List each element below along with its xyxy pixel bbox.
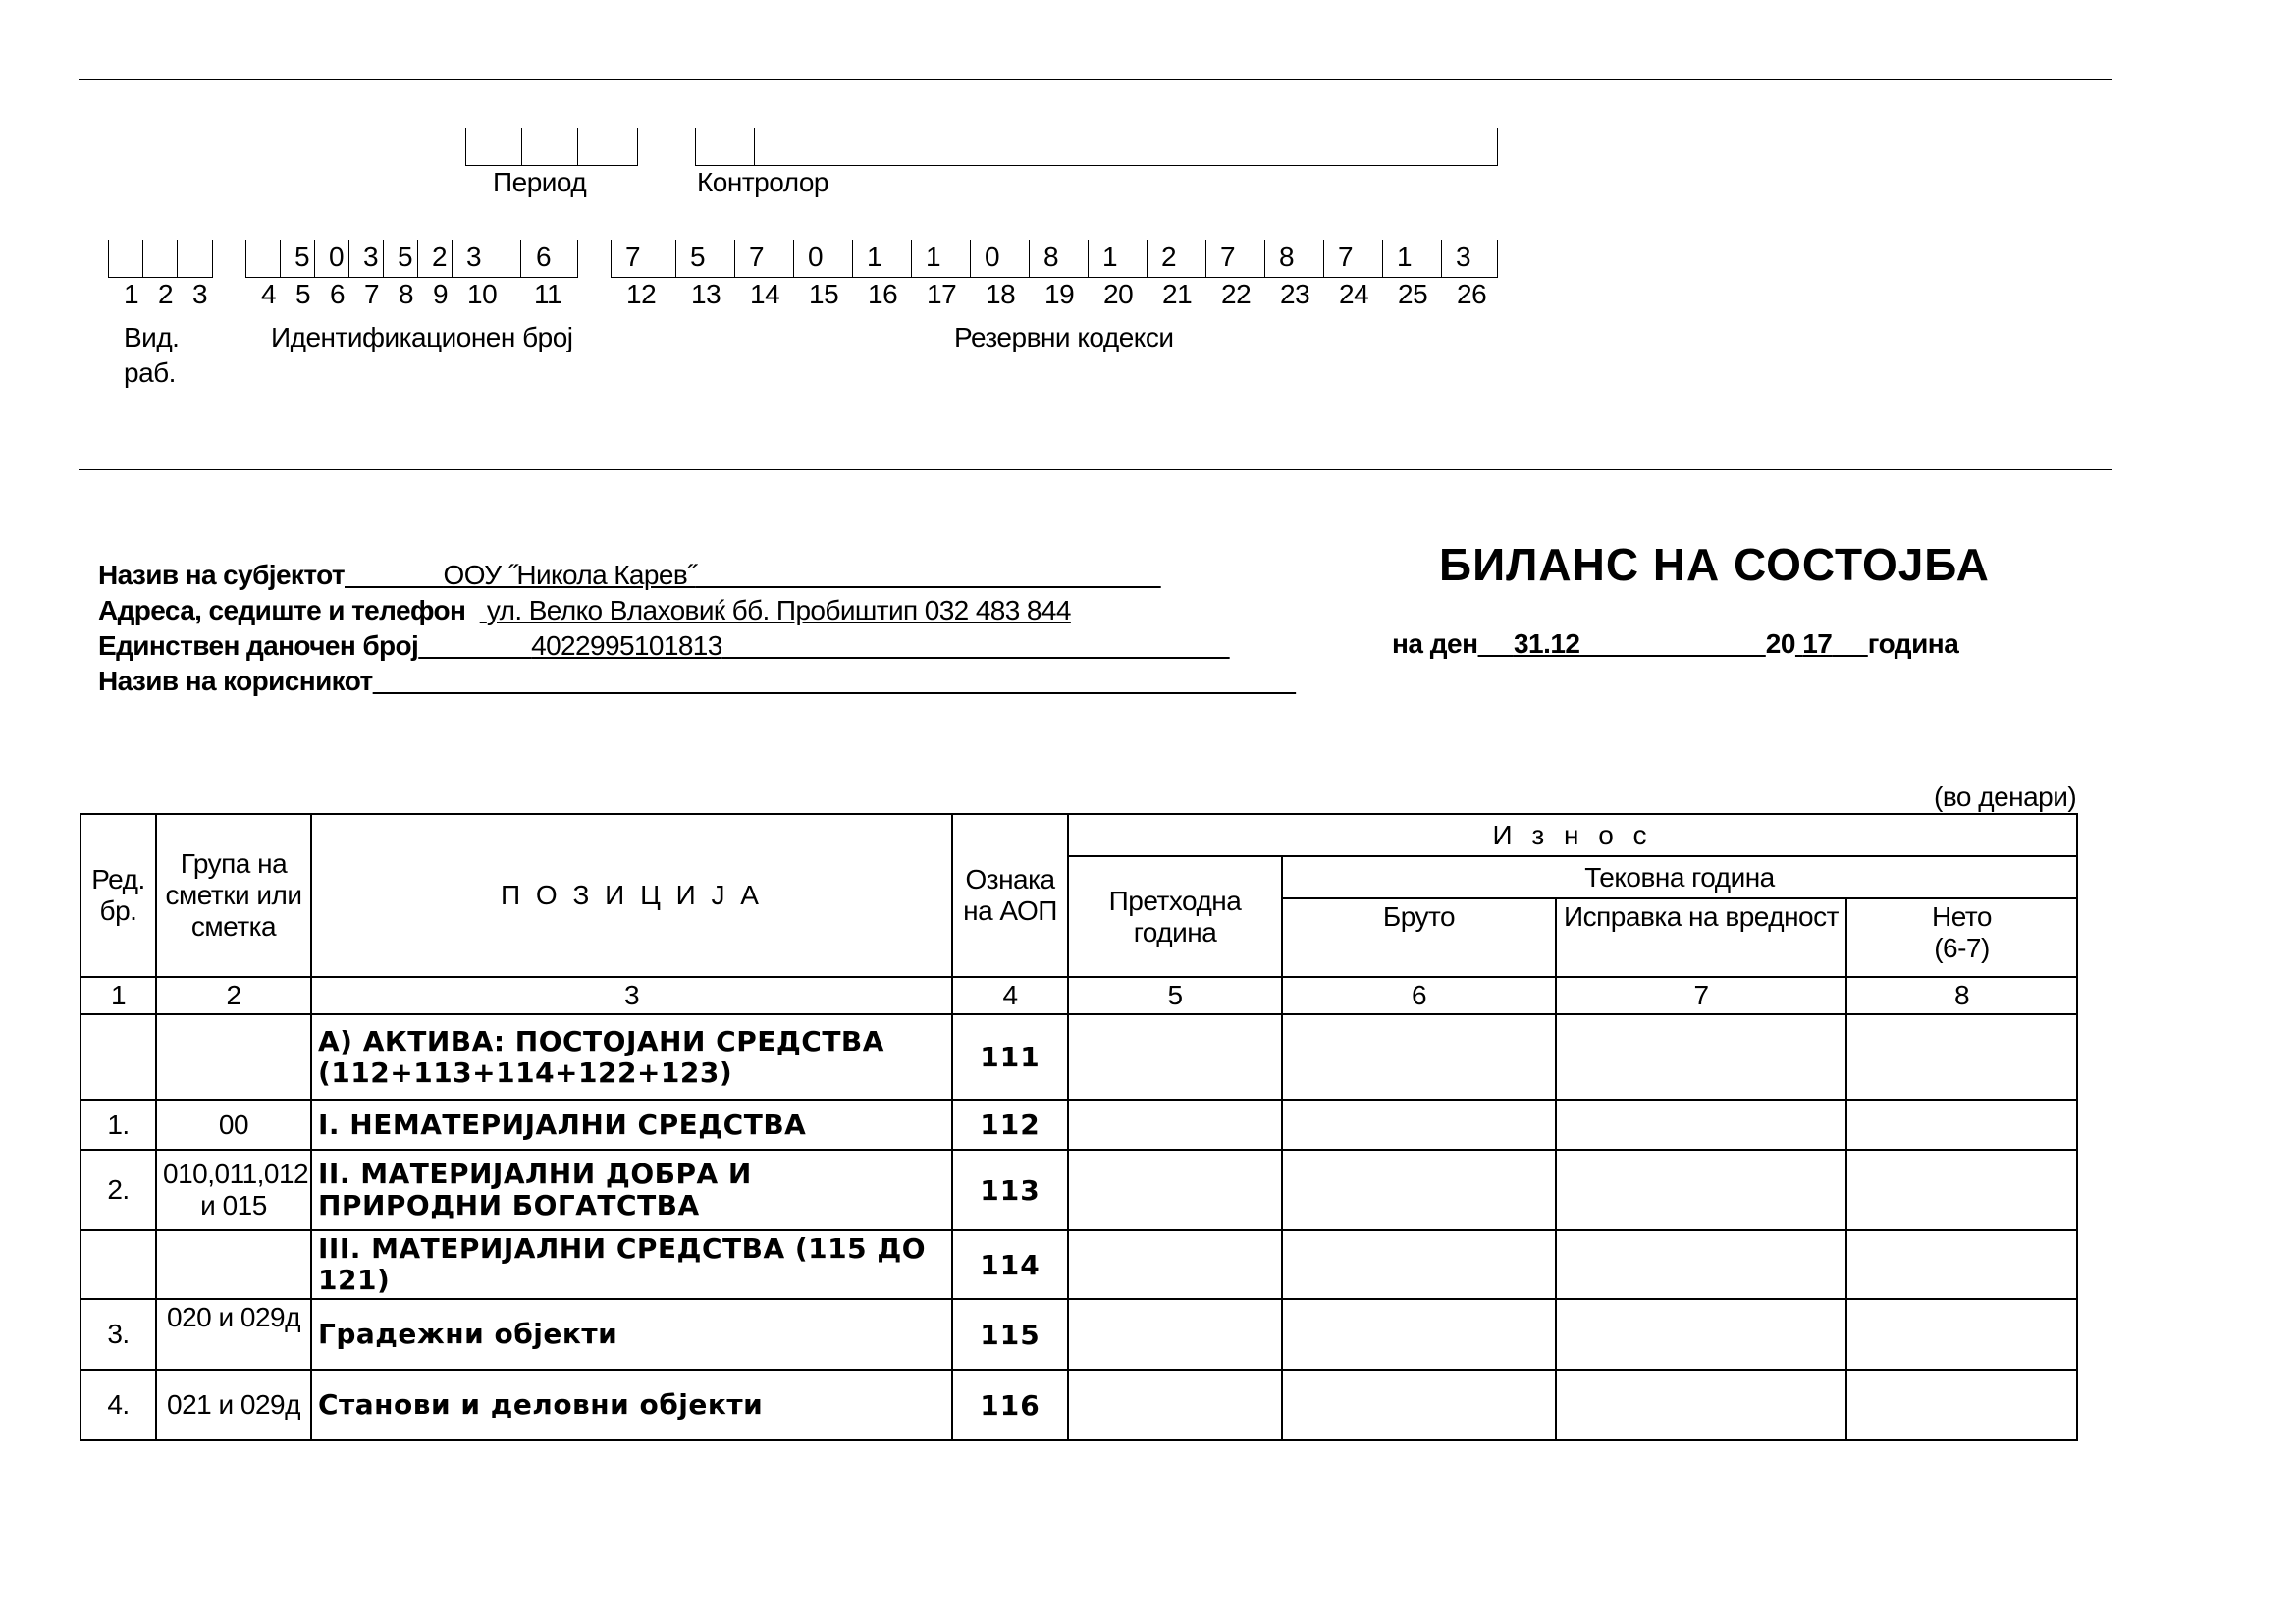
row-gross-cell[interactable]	[1282, 1370, 1556, 1440]
row-group	[156, 1014, 311, 1100]
type-box[interactable]	[108, 240, 143, 278]
id-digit: 2	[432, 242, 448, 272]
reserve-digit: 5	[690, 242, 706, 272]
table-row	[80, 1299, 2077, 1370]
header-correction: Исправка на вредност	[1556, 898, 1846, 977]
header-net	[1846, 898, 2077, 977]
reserve-label: Резервни кодекси	[954, 322, 1174, 352]
reserve-digit: 1	[926, 242, 941, 272]
row-gross-cell[interactable]	[1282, 1150, 1556, 1230]
reserve-box[interactable]	[1029, 240, 1089, 278]
balance-table	[80, 813, 2078, 1441]
position-number: 17	[927, 279, 957, 309]
header-previous-year: Претходна година	[1068, 856, 1282, 977]
reserve-digit: 1	[1397, 242, 1413, 272]
row-aop: 114	[952, 1230, 1068, 1299]
header-position: П О З И Ц И Ј А	[311, 814, 952, 977]
position-number: 10	[467, 279, 498, 309]
reserve-box[interactable]	[1205, 240, 1265, 278]
row-rb: 1.	[80, 1100, 156, 1150]
row-position: II. МАТЕРИЈАЛНИ ДОБРА И ПРИРОДНИ БОГАТСТВА	[311, 1150, 952, 1230]
position-number: 21	[1162, 279, 1193, 309]
row-previous-cell[interactable]	[1068, 1100, 1282, 1150]
row-correction-cell[interactable]	[1556, 1230, 1846, 1299]
address-text: ул. Велко Влаховиќ бб. Пробиштип 032 483 844	[486, 595, 1071, 625]
row-net-cell[interactable]	[1846, 1014, 2077, 1100]
header-rb: Ред. бр.	[80, 814, 156, 977]
row-gross-cell[interactable]	[1282, 1014, 1556, 1100]
period-label: Период	[493, 167, 587, 197]
middle-rule	[79, 469, 2112, 470]
row-previous-cell[interactable]	[1068, 1370, 1282, 1440]
row-gross-cell[interactable]	[1282, 1100, 1556, 1150]
subject-name-label: Назив на субјектот	[98, 560, 345, 590]
reserve-digit: 7	[1220, 242, 1236, 272]
reserve-box[interactable]	[970, 240, 1030, 278]
row-net-cell[interactable]	[1846, 1150, 2077, 1230]
currency-unit: (во денари)	[1934, 782, 2077, 812]
type-label-line2: раб.	[124, 357, 176, 388]
row-gross-cell[interactable]	[1282, 1299, 1556, 1370]
document-title: БИЛАНС НА СОСТОЈБА	[1439, 539, 1990, 590]
id-digit: 0	[329, 242, 345, 272]
id-digit: 5	[294, 242, 310, 272]
date-value[interactable]	[1478, 628, 1766, 659]
reserve-digit: 3	[1456, 242, 1471, 272]
position-number: 14	[750, 279, 780, 309]
table-row	[80, 1100, 2077, 1150]
position-number: 25	[1398, 279, 1428, 309]
header-current-year: Тековна година	[1282, 856, 2077, 898]
row-correction-cell[interactable]	[1556, 1150, 1846, 1230]
header-net-formula: (6-7)	[1934, 933, 1990, 963]
row-correction-cell[interactable]	[1556, 1100, 1846, 1150]
controller-box[interactable]	[754, 128, 1498, 166]
reserve-box[interactable]	[1147, 240, 1206, 278]
reserve-box[interactable]	[1264, 240, 1324, 278]
position-number: 5	[295, 279, 311, 309]
row-correction-cell[interactable]	[1556, 1014, 1846, 1100]
address-value[interactable]	[480, 595, 1071, 625]
period-box[interactable]	[577, 128, 638, 166]
position-number: 7	[364, 279, 380, 309]
reserve-digit: 1	[1102, 242, 1118, 272]
header-amount: И з н о с	[1068, 814, 2077, 856]
row-previous-cell[interactable]	[1068, 1014, 1282, 1100]
position-number: 1	[124, 279, 139, 309]
reserve-digit: 7	[625, 242, 641, 272]
position-number: 15	[809, 279, 839, 309]
type-box[interactable]	[142, 240, 178, 278]
column-number: 7	[1556, 977, 1846, 1014]
user-value[interactable]	[373, 666, 1297, 696]
table-row	[80, 1150, 2077, 1230]
date-prefix: на ден	[1392, 628, 1478, 659]
reserve-box[interactable]	[793, 240, 853, 278]
date-line	[1392, 628, 1958, 660]
subject-name-value[interactable]	[345, 560, 1161, 590]
table-row	[80, 1230, 2077, 1299]
column-number: 3	[311, 977, 952, 1014]
position-number: 20	[1103, 279, 1134, 309]
tax-text: 4022995101813	[531, 630, 722, 661]
tax-value[interactable]	[418, 630, 1229, 661]
row-aop: 112	[952, 1100, 1068, 1150]
column-number: 1	[80, 977, 156, 1014]
position-number: 11	[534, 279, 562, 309]
id-digit: 5	[398, 242, 413, 272]
row-group	[156, 1230, 311, 1299]
position-number: 2	[158, 279, 174, 309]
row-aop: 111	[952, 1014, 1068, 1100]
reserve-digit: 0	[985, 242, 1000, 272]
row-position: А) АКТИВА: ПОСТОЈАНИ СРЕДСТВА (112+113+114+122+123)	[311, 1014, 952, 1100]
position-number: 13	[691, 279, 721, 309]
row-group: 00	[156, 1100, 311, 1150]
row-position: Градежни објекти	[311, 1299, 952, 1370]
reserve-digit: 1	[867, 242, 882, 272]
row-position: Станови и деловни објекти	[311, 1370, 952, 1440]
header-group: Група на сметки или сметка	[156, 814, 311, 977]
reserve-box[interactable]	[1382, 240, 1442, 278]
top-rule	[79, 79, 2112, 80]
header-aop: Ознака на АОП	[952, 814, 1068, 977]
position-number: 23	[1280, 279, 1310, 309]
reserve-box[interactable]	[1323, 240, 1383, 278]
column-number: 4	[952, 977, 1068, 1014]
column-number-row	[80, 977, 2077, 1014]
row-group: 010,011,012 и 015	[156, 1150, 311, 1230]
header-net-label: Нето	[1932, 901, 1992, 932]
header-gross: Бруто	[1282, 898, 1556, 977]
user-label: Назив на корисникот	[98, 666, 373, 696]
row-correction-cell[interactable]	[1556, 1370, 1846, 1440]
reserve-box[interactable]	[611, 240, 676, 278]
tax-line	[98, 630, 1230, 662]
reserve-digit: 7	[1338, 242, 1354, 272]
reserve-digit: 2	[1161, 242, 1177, 272]
row-gross-cell[interactable]	[1282, 1230, 1556, 1299]
row-net-cell[interactable]	[1846, 1370, 2077, 1440]
year-text: 17	[1802, 628, 1833, 659]
subject-name-text: ООУ ˝Никола Карев˝	[443, 560, 696, 590]
id-digit: 6	[536, 242, 552, 272]
position-number: 16	[868, 279, 898, 309]
address-line	[98, 595, 1071, 626]
row-net-cell[interactable]	[1846, 1299, 2077, 1370]
position-number: 3	[192, 279, 208, 309]
position-number: 8	[399, 279, 414, 309]
row-group: 020 и 029д	[156, 1299, 311, 1370]
position-number: 19	[1044, 279, 1075, 309]
year-prefix: 20	[1765, 628, 1795, 659]
date-text: 31.12	[1513, 628, 1580, 659]
user-line	[98, 666, 1296, 697]
row-previous-cell[interactable]	[1068, 1230, 1282, 1299]
row-previous-cell[interactable]	[1068, 1299, 1282, 1370]
period-box[interactable]	[465, 128, 522, 166]
id-label: Идентификационен број	[271, 322, 573, 352]
row-rb	[80, 1014, 156, 1100]
year-suffix: година	[1867, 628, 1959, 659]
position-number: 6	[330, 279, 346, 309]
row-previous-cell[interactable]	[1068, 1150, 1282, 1230]
row-position: I. НЕМАТЕРИЈАЛНИ СРЕДСТВА	[311, 1100, 952, 1150]
controller-label: Контролор	[697, 167, 828, 197]
reserve-digit: 7	[749, 242, 765, 272]
reserve-box[interactable]	[734, 240, 794, 278]
id-box[interactable]	[452, 240, 521, 278]
row-rb: 3.	[80, 1299, 156, 1370]
column-number: 5	[1068, 977, 1282, 1014]
reserve-box[interactable]	[852, 240, 912, 278]
table-row	[80, 1370, 2077, 1440]
row-rb	[80, 1230, 156, 1299]
row-aop: 113	[952, 1150, 1068, 1230]
reserve-digit: 8	[1279, 242, 1295, 272]
row-rb: 4.	[80, 1370, 156, 1440]
row-net-cell[interactable]	[1846, 1230, 2077, 1299]
column-number: 2	[156, 977, 311, 1014]
row-rb: 2.	[80, 1150, 156, 1230]
id-digit: 3	[466, 242, 482, 272]
type-label-line1: Вид.	[124, 322, 180, 352]
position-number: 4	[261, 279, 277, 309]
reserve-digit: 0	[808, 242, 824, 272]
column-number: 8	[1846, 977, 2077, 1014]
type-box[interactable]	[177, 240, 213, 278]
address-label: Адреса, седиште и телефон	[98, 595, 466, 625]
row-correction-cell[interactable]	[1556, 1299, 1846, 1370]
position-number: 26	[1457, 279, 1487, 309]
row-aop: 115	[952, 1299, 1068, 1370]
reserve-digit: 8	[1043, 242, 1059, 272]
position-number: 18	[986, 279, 1016, 309]
id-digit: 3	[363, 242, 379, 272]
id-box[interactable]	[245, 240, 281, 278]
controller-box[interactable]	[695, 128, 755, 166]
row-aop: 116	[952, 1370, 1068, 1440]
row-net-cell[interactable]	[1846, 1100, 2077, 1150]
table-row	[80, 1014, 2077, 1100]
position-number: 9	[433, 279, 449, 309]
row-position: III. МАТЕРИЈАЛНИ СРЕДСТВА (115 ДО 121)	[311, 1230, 952, 1299]
subject-name-line	[98, 560, 1161, 591]
reserve-box[interactable]	[911, 240, 971, 278]
year-value[interactable]	[1795, 628, 1868, 659]
position-number: 22	[1221, 279, 1252, 309]
position-number: 12	[626, 279, 657, 309]
period-box[interactable]	[521, 128, 578, 166]
row-group: 021 и 029д	[156, 1370, 311, 1440]
reserve-box[interactable]	[1088, 240, 1148, 278]
column-number: 6	[1282, 977, 1556, 1014]
position-number: 24	[1339, 279, 1369, 309]
tax-label: Единствен даночен број	[98, 630, 419, 661]
reserve-box[interactable]	[675, 240, 735, 278]
